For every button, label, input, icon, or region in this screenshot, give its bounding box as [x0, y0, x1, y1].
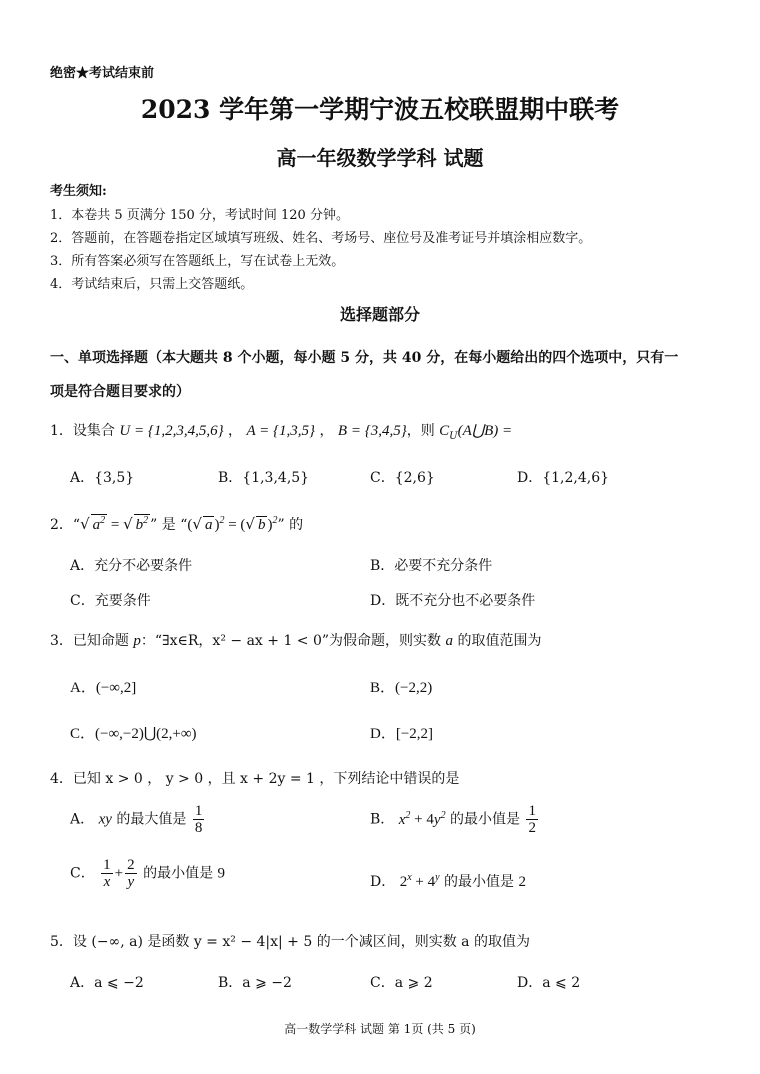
notice-heading: 考生须知: [50, 184, 107, 199]
q2-option-d: D．既不充分也不必要条件 [370, 593, 536, 609]
set-u: U = {1,2,3,4,5,6} [119, 423, 224, 439]
question-1: 1．设集合 U = {1,2,3,4,5,6} ， A = {1,3,5} ， B = {3,4,5}，则 $C_U(A⋃B)$ = [50, 423, 513, 442]
fraction: $\frac{2}{y}$ [127, 857, 135, 890]
notice-item: 2．答题前，在答题卷指定区域填写班级、姓名、考场号、座位号及准考证号并填涂相应数字。 [50, 231, 592, 246]
fraction: $\frac{1}{2}$ [528, 803, 536, 836]
q4-option-b: B． $x^2 + 4y^2$ 的最小值是 $\frac{1}{2}$ [370, 803, 536, 836]
q3-option-c: C．(−∞,−2)⋃(2,+∞) [70, 726, 197, 742]
q5-option-a: A．a ⩽ −2 [70, 975, 144, 991]
q1-option-d: D．{1,2,4,6} [517, 470, 610, 486]
part-heading-line1: 一、单项选择题（本大题共 8 个小题，每小题 5 分，共 40 分，在每小题给出的四个选项中，只有一 [50, 350, 679, 366]
q5-option-c: C．a ⩾ 2 [370, 975, 433, 991]
question-3: 3．已知命题 p：“∃x∈R，x² − ax + 1 < 0”为假命题，则实数 a 的取值范围为 [50, 633, 542, 649]
set-b: B = {3,4,5} [337, 423, 407, 439]
q5-option-d: D．a ⩽ 2 [517, 975, 581, 991]
confidential-mark: 绝密★考试结束前 [50, 66, 155, 81]
q5-option-b: B．a ⩾ −2 [218, 975, 292, 991]
q3-option-b: B．(−2,2) [370, 680, 433, 696]
section-title: 选择题部分 [339, 305, 420, 324]
notice-item: 4．考试结束后，只需上交答题纸。 [50, 277, 254, 292]
exam-title: 2023 学年第一学期宁波五校联盟期中联考 [140, 95, 620, 124]
q3-option-d: D．[−2,2] [370, 726, 434, 742]
set-a: A = {1,3,5} [246, 423, 315, 439]
question-2: 2．“√ $a^2$ = √ $b^2$ ” 是 “(√ a )$^2$ = (√ b )$^2$” 的 [50, 515, 304, 533]
q2-option-b: B．必要不充分条件 [370, 558, 493, 574]
q4-option-d: D． $2^x + 4^y$ 的最小值是 2 [370, 872, 526, 890]
exam-subtitle: 高一年级数学学科 试题 [276, 146, 484, 170]
q3-option-a: A．(−∞,2] [70, 680, 137, 696]
page-footer: 高一数学学科 试题 第 1页 (共 5 页) [284, 1022, 476, 1036]
question-4: 4．已知 x > 0 ， y > 0 ，且 x + 2y = 1 ，下列结论中错误的是 [50, 771, 460, 787]
notice-item: 1．本卷共 5 页满分 150 分，考试时间 120 分钟。 [50, 208, 349, 223]
q4-option-a: A． xy 的最大值是 $\frac{1}{8}$ [70, 803, 203, 836]
q2-option-c: C．充要条件 [70, 593, 151, 609]
q2-option-a: A．充分不必要条件 [70, 558, 193, 574]
q1-option-b: B．{1,3,4,5} [218, 470, 310, 486]
q1-option-a: A．{3,5} [70, 470, 135, 486]
fraction: $\frac{1}{8}$ [194, 803, 203, 836]
question-5: 5．设 (−∞, a) 是函数 y = x² − 4|x| + 5 的一个减区间，则实数 a 的取值为 [50, 934, 530, 950]
fraction: $\frac{1}{x}$ [103, 857, 111, 890]
q1-option-c: C．{2,6} [370, 470, 435, 486]
q4-option-c: C． $\frac{1}{x}$ + $\frac{2}{y}$ 的最小值是 9 [70, 857, 226, 890]
notice-item: 3．所有答案必须写在答题纸上，写在试卷上无效。 [50, 254, 345, 269]
part-heading-line2: 项是符合题目要求的） [50, 384, 190, 400]
